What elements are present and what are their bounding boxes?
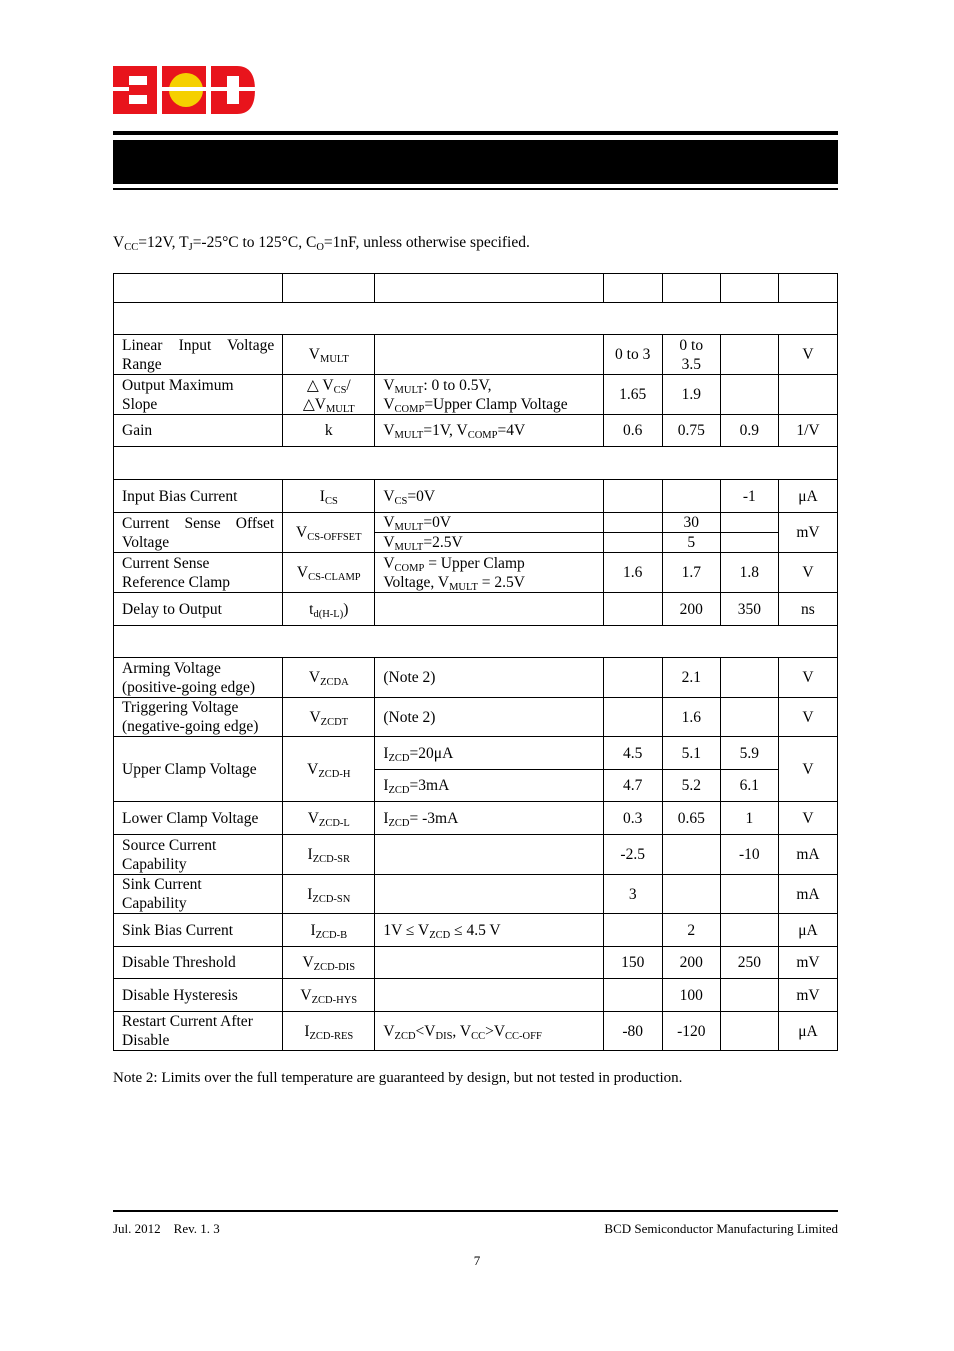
table-row: Upper Clamp Voltage $V_{ZCD-H}$ $I_{ZCD}=20\mu A$ 4.5 5.1 5.9 V	[114, 737, 838, 770]
table-row: Delay to Output $t_{d(H-L)}$) 200 350 ns	[114, 593, 838, 626]
table-row: Current Sense Offset Voltage $V_{CS-OFFSET}$ $V_{MULT}=0V$ 30 mV	[114, 513, 838, 533]
page-number: 7	[473, 1253, 481, 1268]
table-row: Input Bias Current $I_{CS}$ $V_{CS}=0V$ -1 μA	[114, 480, 838, 513]
electrical-characteristics-table	[113, 273, 838, 1051]
table-row: $V_{MULT}=2.5V$ 5	[114, 533, 838, 553]
header-rule-thin	[113, 188, 838, 190]
table-row: Triggering Voltage (negative-going edge) $V_{ZCDT}$ (Note 2) 1.6 V	[114, 698, 838, 737]
table-row: Current Sense Reference Clamp $V_{CS-CLAMP}$ $V_{COMP}$ = Upper Clamp Voltage, $V_{MULT} = 2.5V$ 1.6 1.7 1.8 V	[114, 553, 838, 593]
table-row: Source Current Capability $I_{ZCD-SR}$ -2.5 -10 mA	[114, 835, 838, 875]
table-row: Sink Current Capability $I_{ZCD-SN}$ 3 mA	[114, 875, 838, 914]
table-row: Sink Bias Current $I_{ZCD-B}$ $1V \le V_{ZCD} \le 4.5$ V 2 μA	[114, 914, 838, 947]
table-row: Linear Input Voltage Range $V_{MULT}$ 0 to 3 0 to 3.5 V	[114, 335, 838, 375]
section-row	[114, 447, 838, 480]
footer-company: BCD Semiconductor Manufacturing Limited	[604, 1221, 838, 1236]
table-row: Arming Voltage (positive-going edge) $V_{ZCDA}$ (Note 2) 2.1 V	[114, 658, 838, 698]
table-row: $I_{ZCD}=3mA$ 4.7 5.2 6.1	[114, 770, 838, 802]
bcd-logo	[113, 66, 255, 114]
footer-revision: Jul. 2012 Rev. 1. 3	[113, 1221, 220, 1236]
section-row	[114, 303, 838, 335]
note-2: Note 2: Limits over the full temperature are guaranteed by design, but not tested in production.	[113, 1070, 683, 1086]
test-conditions: $V_{CC}=12V$, $T_J=-25^\circ C$ to 125°C, $C_O=1nF$, unless otherwise specified.	[113, 234, 530, 253]
header-rule	[113, 131, 838, 135]
table-row: Restart Current After Disable $I_{ZCD-RES}$ $V_{ZCD}<V_{DIS}$, $V_{CC}>V_{CC-OFF}$ -80 -120 μA	[114, 1012, 838, 1051]
section-row	[114, 626, 838, 658]
section-title-band	[113, 140, 838, 184]
table-row: Gain k $V_{MULT}=1V$, $V_{COMP}=4V$ 0.6 0.75 0.9 1/V	[114, 415, 838, 447]
table-row: Output Maximum Slope △ $V_{CS}/$ $\triangle V_{MULT}$ $V_{MULT}$: 0 to 0.5V, $V_{COMP}=Upper$ Clamp Voltage 1.65 1.9	[114, 375, 838, 415]
footer-rule	[113, 1210, 838, 1212]
table-row: Disable Threshold $V_{ZCD-DIS}$ 150 200 250 mV	[114, 947, 838, 979]
table-row: Disable Hysteresis $V_{ZCD-HYS}$ 100 mV	[114, 979, 838, 1012]
header-row	[114, 274, 838, 303]
table-row: Lower Clamp Voltage $V_{ZCD-L}$ $I_{ZCD}= -3mA$ 0.3 0.65 1 V	[114, 802, 838, 835]
